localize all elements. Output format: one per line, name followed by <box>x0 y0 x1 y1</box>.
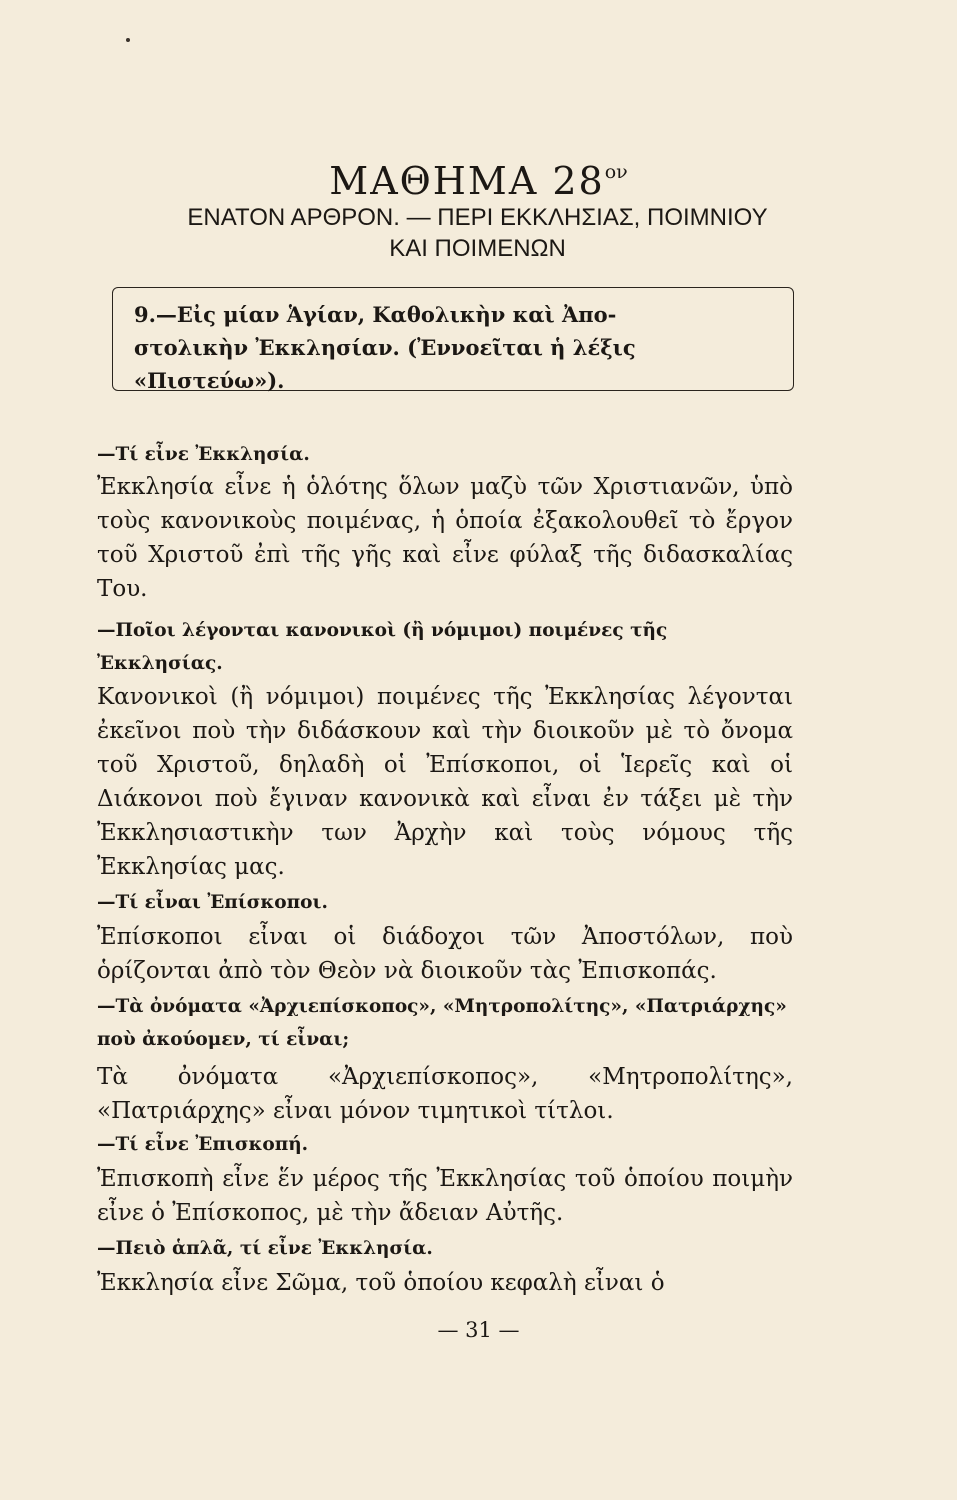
answer-4: Τὰ ὀνόματα «Ἀρχιεπίσκοπος», «Μητροπολίτης», «Πατριάρχης» εἶναι μόνον τιμητικοὶ τίτλοι. <box>97 1064 793 1124</box>
lesson-title-main: ΜΑΘΗΜΑ 28 <box>329 159 605 203</box>
lesson-title-superscript: ον <box>604 161 628 183</box>
creed-article-line-2: στολικὴν Ἐκκλησίαν. (Ἐννοεῖται ἡ λέξις <box>134 335 636 360</box>
creed-article-line-1: 9.—Εἰς μίαν Ἁγίαν, Καθολικὴν καὶ Ἀπο- <box>134 302 617 327</box>
creed-article-line-3: «Πιστεύω»). <box>134 368 285 393</box>
page-number: — 31 — <box>437 1318 520 1342</box>
answer-1: Ἐκκλησία εἶνε ἡ ὁλότης ὅλων μαζὺ τῶν Χριστιανῶν, ὑπὸ τοὺς κανονικοὺς ποιμένας, ἡ ὁποία ἐξακολουθεῖ τὸ ἔργον τοῦ Χριστοῦ ἐπὶ τῆς γῆς καὶ εἶνε φύλαξ τῆς διδασκαλίας Του. <box>97 474 793 602</box>
answer-2: Κανονικοὶ (ἢ νόμιμοι) ποιμένες τῆς Ἐκκλησίας λέγονται ἐκεῖνοι ποὺ τὴν διδάσκουν καὶ τὴν διοικοῦν μὲ τὸ ὄνομα τοῦ Χριστοῦ, δηλαδὴ οἱ Ἐπίσκοποι, οἱ Ἱερεῖς καὶ οἱ Διάκονοι ποὺ ἔγιναν κανονικὰ καὶ εἶναι ἐν τάξει μὲ τὴν Ἐκκλησιαστικὴν των Ἀρχὴν καὶ τοὺς νόμους τῆς Ἐκκλησίας μας. <box>97 684 793 880</box>
question-6: —Πειὸ ἁπλᾶ, τί εἶνε Ἐκκλησία. <box>97 1238 433 1259</box>
page-speck <box>126 38 130 42</box>
question-5: —Τί εἶνε Ἐπισκοπή. <box>97 1134 309 1155</box>
question-2: —Ποῖοι λέγονται κανονικοὶ (ἢ νόμιμοι) ποιμένες τῆς Ἐκκλησίας. <box>97 620 668 674</box>
article-subtitle-line-1: ΕΝΑΤΟΝ ΑΡΘΡΟΝ. — ΠΕΡΙ ΕΚΚΛΗΣΙΑΣ, ΠΟΙΜΝΙΟΥ <box>187 204 768 231</box>
answer-5: Ἐπισκοπὴ εἶνε ἕν μέρος τῆς Ἐκκλησίας τοῦ ὁποίου ποιμὴν εἶνε ὁ Ἐπίσκοπος, μὲ τὴν ἄδειαν Αὐτῆς. <box>97 1166 793 1226</box>
answer-3: Ἐπίσκοποι εἶναι οἱ διάδοχοι τῶν Ἀποστόλων, ποὺ ὁρίζονται ἀπὸ τὸν Θεὸν νὰ διοικοῦν τὰς Ἐπισκοπάς. <box>97 924 793 984</box>
article-subtitle-line-2: ΚΑΙ ΠΟΙΜΕΝΩΝ <box>389 235 566 262</box>
question-1: —Τί εἶνε Ἐκκλησία. <box>97 444 310 465</box>
creed-article-text <box>134 298 774 397</box>
lesson-title <box>0 148 957 205</box>
question-3: —Τί εἶναι Ἐπίσκοποι. <box>97 892 328 913</box>
answer-6: Ἐκκλησία εἶνε Σῶμα, τοῦ ὁποίου κεφαλὴ εἶναι ὁ <box>97 1270 665 1296</box>
question-4: —Τὰ ὀνόματα «Ἀρχιεπίσκοπος», «Μητροπολίτης», «Πατριάρχης» ποὺ ἀκούομεν, τί εἶναι; <box>97 996 787 1050</box>
